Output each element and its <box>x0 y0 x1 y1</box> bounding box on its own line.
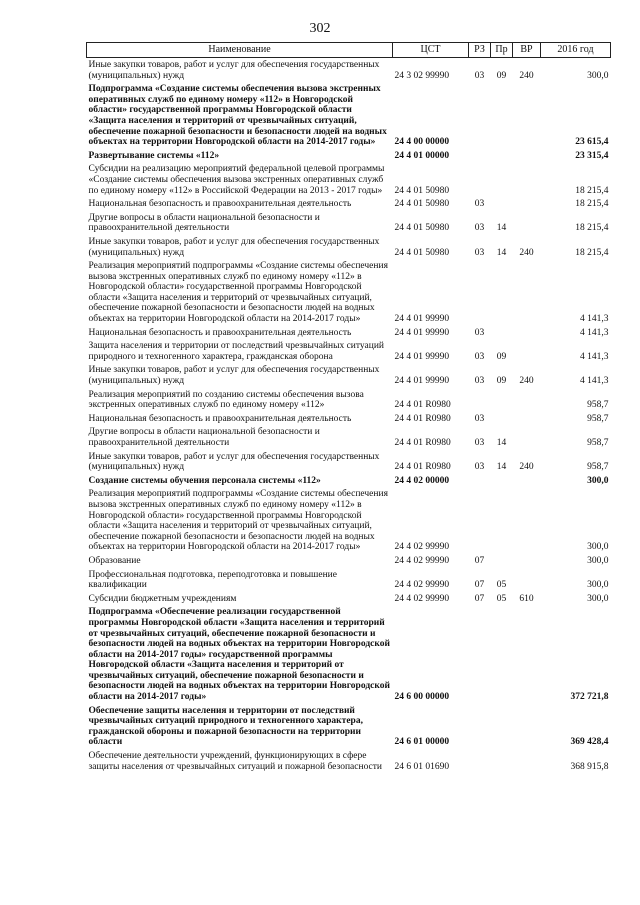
row-vr <box>513 704 541 749</box>
row-sum: 300,0 <box>587 70 609 81</box>
row-name: Защита населения и территории от последствий чрезвычайных ситуаций природного и техногенного характера, гражданская оборона <box>88 341 385 362</box>
row-pr <box>491 162 513 197</box>
row-cst: 24 3 02 99990 <box>394 70 450 81</box>
row-sum: 300,0 <box>587 542 609 553</box>
row-rz: 03 <box>474 462 485 473</box>
row-name: Субсидии бюджетным учреждениям <box>88 593 237 604</box>
row-pr <box>491 197 513 211</box>
row-sum: 23 315,4 <box>575 150 609 161</box>
row-sum: 18 215,4 <box>575 223 609 234</box>
table-row <box>87 58 611 83</box>
row-cst: 24 4 02 99990 <box>394 555 450 566</box>
row-vr <box>513 487 541 554</box>
row-pr: 14 <box>496 223 507 234</box>
row-name: Профессиональная подготовка, переподготовка и повышение квалификации <box>88 569 337 591</box>
table-row <box>87 487 611 554</box>
row-vr <box>513 554 541 568</box>
row-cst: 24 4 01 R0980 <box>394 462 451 473</box>
row-rz: 03 <box>474 199 485 210</box>
row-rz <box>469 704 491 749</box>
row-rz: 03 <box>474 351 485 362</box>
header-vr: ВР <box>513 43 541 58</box>
table-header <box>87 43 611 58</box>
row-rz <box>469 487 491 554</box>
row-vr <box>513 326 541 340</box>
table-row <box>87 363 611 387</box>
row-cst: 24 4 01 00000 <box>394 150 450 161</box>
row-pr: 09 <box>496 351 507 362</box>
row-sum: 4 141,3 <box>580 376 609 387</box>
row-rz <box>469 82 491 149</box>
row-rz <box>469 388 491 412</box>
row-rz: 03 <box>474 223 485 234</box>
table-row <box>87 474 611 488</box>
row-vr <box>513 474 541 488</box>
row-name: Подпрограмма «Обеспечение реализации государственной программы Новгородской области «Защита населения и территорий от чрезвычайных ситуаций, обеспечение пожарной безопасности и безопасности людей на водных объектах на территории Новгородской области на 2014-2017 годы» государственной программы Новгородской области «Защита населения и территорий от чрезвычайных ситуаций, обеспечение пожарной безопасности и безопасности людей на водных объектах на территории Новгородской области на 2014-2017 годы» <box>88 607 390 703</box>
row-rz <box>469 749 491 773</box>
row-vr: 240 <box>519 376 534 387</box>
row-pr <box>491 554 513 568</box>
row-sum: 300,0 <box>587 555 609 566</box>
row-cst: 24 4 01 99990 <box>394 351 450 362</box>
row-sum: 369 428,4 <box>570 737 609 748</box>
row-cst: 24 4 01 99990 <box>394 327 450 338</box>
row-pr: 14 <box>496 462 507 473</box>
row-sum: 958,7 <box>587 400 609 411</box>
row-cst: 24 6 00 00000 <box>394 692 450 703</box>
row-cst: 24 4 02 99990 <box>394 593 450 604</box>
row-pr <box>491 412 513 426</box>
row-sum: 18 215,4 <box>575 199 609 210</box>
row-name: Другие вопросы в области национальной безопасности и правоохранительной деятельности <box>88 212 320 234</box>
row-cst: 24 4 02 99990 <box>394 580 450 591</box>
row-cst: 24 4 02 00000 <box>394 475 450 486</box>
row-vr: 240 <box>519 462 534 473</box>
row-rz <box>469 605 491 703</box>
row-sum: 368 915,8 <box>570 761 609 772</box>
row-pr <box>491 149 513 163</box>
row-cst: 24 4 01 99990 <box>394 314 450 325</box>
row-cst: 24 4 01 50980 <box>394 199 450 210</box>
row-name: Иные закупки товаров, работ и услуг для обеспечения государственных (муниципальных) нужд <box>88 236 380 258</box>
row-pr <box>491 326 513 340</box>
table-row <box>87 704 611 749</box>
table-row <box>87 235 611 259</box>
row-sum: 300,0 <box>587 593 609 604</box>
row-name: Создание системы обучения персонала системы «112» <box>88 475 321 486</box>
table-row <box>87 425 611 449</box>
row-name: Образование <box>88 555 141 566</box>
table-row <box>87 162 611 197</box>
row-pr <box>491 474 513 488</box>
table-row <box>87 82 611 149</box>
row-rz: 03 <box>474 247 485 258</box>
row-name: Иные закупки товаров, работ и услуг для обеспечения государственных (муниципальных) нужд <box>88 451 380 473</box>
row-vr <box>513 211 541 235</box>
row-name: Обеспечение деятельности учреждений, функционирующих в сфере защиты населения от чрезвычайных ситуаций и пожарной безопасности <box>88 751 383 772</box>
row-sum: 958,7 <box>587 438 609 448</box>
row-cst: 24 6 01 01690 <box>394 761 450 772</box>
row-rz: 07 <box>474 555 485 566</box>
page-number: 302 <box>309 21 331 36</box>
budget-table <box>86 42 611 773</box>
row-cst: 24 4 01 50980 <box>394 185 450 196</box>
row-vr <box>513 197 541 211</box>
table-row <box>87 326 611 340</box>
row-pr: 14 <box>496 438 507 448</box>
header-year: 2016 год <box>541 43 611 58</box>
row-vr <box>513 149 541 163</box>
row-sum: 300,0 <box>587 475 609 486</box>
row-sum: 372 721,8 <box>570 692 609 703</box>
row-cst: 24 4 01 50980 <box>394 247 450 258</box>
table-row <box>87 388 611 412</box>
table-row <box>87 749 611 773</box>
row-pr <box>491 259 513 326</box>
row-rz: 03 <box>474 413 485 424</box>
row-name: Реализация мероприятий по созданию системы обеспечения вызова экстренных оперативных служб по единому номеру «112» <box>88 389 364 411</box>
row-cst: 24 4 01 R0980 <box>394 400 451 411</box>
row-vr <box>513 412 541 426</box>
header-cst: ЦСТ <box>393 43 469 58</box>
row-pr <box>491 749 513 773</box>
row-cst: 24 6 01 00000 <box>394 737 450 748</box>
table-row <box>87 592 611 606</box>
row-vr: 240 <box>519 247 534 258</box>
table-row <box>87 554 611 568</box>
row-rz: 03 <box>474 70 485 81</box>
row-cst: 24 4 02 99990 <box>394 542 450 553</box>
table-row <box>87 339 611 363</box>
row-sum: 18 215,4 <box>575 185 609 196</box>
row-vr <box>513 425 541 449</box>
row-sum: 4 141,3 <box>580 327 609 338</box>
row-pr <box>491 82 513 149</box>
header-rz: РЗ <box>469 43 491 58</box>
row-rz: 03 <box>474 327 485 338</box>
row-sum: 23 615,4 <box>575 137 609 148</box>
row-sum: 4 141,3 <box>580 314 609 325</box>
row-rz: 07 <box>474 580 485 591</box>
row-sum: 18 215,4 <box>575 247 609 258</box>
row-vr <box>513 605 541 703</box>
header-pr: Пр <box>491 43 513 58</box>
row-name: Реализация мероприятий подпрограммы «Создание системы обеспечения вызова экстренных оперативных служб по единому номеру «112» в Новгородской области» государственной программы Новгородской области «Защита населения и территорий от чрезвычайных ситуаций, обеспечение пожарной безопасности и безопасности людей на водных объектах на территории Новгородской области на 2014-2017 годы» <box>88 489 388 553</box>
row-vr <box>513 162 541 197</box>
row-pr <box>491 605 513 703</box>
row-name: Реализация мероприятий подпрограммы «Создание системы обеспечения вызова экстренных оперативных служб по единому номеру «112» в Новгородской области» государственной программы Новгородской области «Защита населения и территорий от чрезвычайных ситуаций, обеспечение пожарной безопасности и безопасности людей на водных объектах на территории Новгородской области на 2014-2017 годы» <box>88 261 388 325</box>
row-sum: 4 141,3 <box>580 351 609 362</box>
row-cst: 24 4 01 99990 <box>394 376 450 387</box>
table-row <box>87 605 611 703</box>
table-row <box>87 149 611 163</box>
row-pr <box>491 487 513 554</box>
row-pr: 09 <box>496 376 507 387</box>
table-row <box>87 412 611 426</box>
row-vr <box>513 339 541 363</box>
row-cst: 24 4 01 50980 <box>394 223 450 234</box>
row-vr: 610 <box>519 593 534 604</box>
row-name: Обеспечение защиты населения и территории от последствий чрезвычайных ситуаций природного и техногенного характера, гражданской обороны и пожарной безопасности на территории области <box>88 705 363 748</box>
row-cst: 24 4 01 R0980 <box>394 438 451 448</box>
header-name: Наименование <box>87 43 393 58</box>
row-vr: 240 <box>519 70 534 81</box>
table-row <box>87 211 611 235</box>
row-name: Иные закупки товаров, работ и услуг для обеспечения государственных (муниципальных) нужд <box>88 60 380 81</box>
row-cst: 24 4 00 00000 <box>394 137 450 148</box>
row-name: Субсидии на реализацию мероприятий федеральной целевой программы «Создание системы обеспечения вызова экстренных оперативных служб по единому номеру «112» в Российской Федерации на 2013 - 2017 годы» <box>88 164 385 196</box>
row-rz <box>469 259 491 326</box>
row-rz: 07 <box>474 593 485 604</box>
row-cst: 24 4 01 R0980 <box>394 413 451 424</box>
row-vr <box>513 259 541 326</box>
row-pr: 14 <box>496 247 507 258</box>
row-rz <box>469 474 491 488</box>
row-pr: 09 <box>496 70 507 81</box>
row-vr <box>513 82 541 149</box>
table-body <box>87 58 611 774</box>
row-rz <box>469 149 491 163</box>
row-name: Национальная безопасность и правоохранительная деятельность <box>88 413 352 424</box>
row-pr <box>491 704 513 749</box>
row-name: Национальная безопасность и правоохранительная деятельность <box>88 199 352 210</box>
row-sum: 958,7 <box>587 413 609 424</box>
row-pr: 05 <box>496 580 507 591</box>
row-rz: 03 <box>474 376 485 387</box>
row-name: Национальная безопасность и правоохранительная деятельность <box>88 327 352 338</box>
table-row <box>87 568 611 592</box>
row-pr: 05 <box>496 593 507 604</box>
row-vr <box>513 749 541 773</box>
table-row <box>87 197 611 211</box>
row-sum: 300,0 <box>587 580 609 591</box>
row-name: Другие вопросы в области национальной безопасности и правоохранительной деятельности <box>88 427 320 448</box>
row-name: Развертывание системы «112» <box>88 150 220 161</box>
row-name: Иные закупки товаров, работ и услуг для обеспечения государственных (муниципальных) нужд <box>88 365 380 387</box>
row-sum: 958,7 <box>587 462 609 473</box>
row-rz: 03 <box>474 438 485 448</box>
table-row <box>87 259 611 326</box>
table-row <box>87 450 611 474</box>
row-name: Подпрограмма «Создание системы обеспечения вызова экстренных оперативных служб по единому номеру «112» в Новгородской области» государственной программы Новгородской области «Защита населения и территорий от чрезвычайных ситуаций, обеспечение пожарной безопасности и безопасности людей на водных объектах на территории Новгородской области на 2014-2017 годы» <box>88 84 387 148</box>
row-vr <box>513 568 541 592</box>
row-pr <box>491 388 513 412</box>
row-rz <box>469 162 491 197</box>
row-vr <box>513 388 541 412</box>
